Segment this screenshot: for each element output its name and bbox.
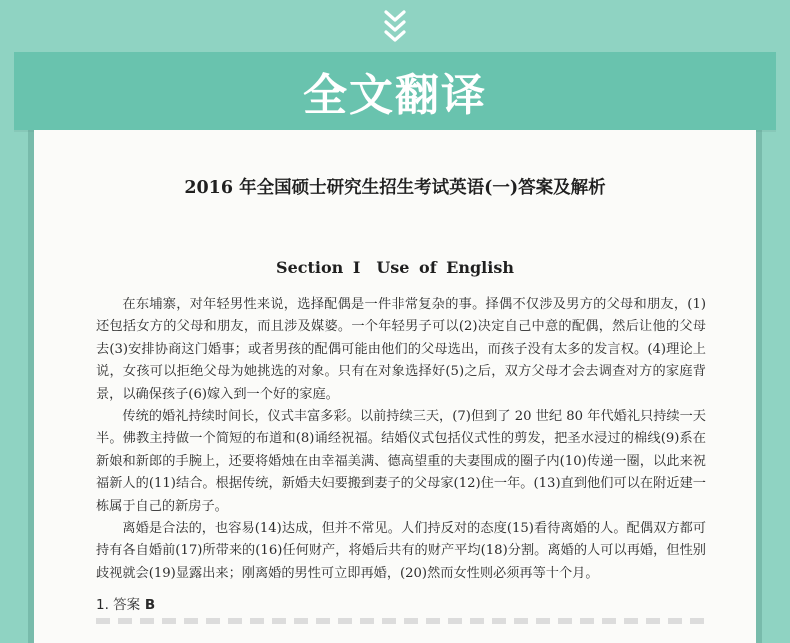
document-page <box>34 130 756 643</box>
section-title: Section I Use of English <box>276 258 514 277</box>
answer-line <box>96 593 155 613</box>
banner-title: 全文翻译 <box>303 70 487 121</box>
paragraph-2: 传统的婚礼持续时间长，仪式丰富多彩。以前持续三天，(7)但到了 20 世纪 80 年代婚礼只持续一天半。佛教主持做一个简短的布道和(8)诵经祝福。结婚仪式包括仪式性的剪发，把圣水浸过的棉线(9)系在新娘和新郎的手腕上，还要将婚烛在由幸福美满、德高望重的夫妻围成的圈子内(10)传递一圈，以此来祝福新人的(11)结合。根据传统，新婚夫妇要搬到妻子的父母家(12)住一年。(13)直到他们可以在附近建一栋属于自己的新房子。 <box>96 409 706 514</box>
translation-body <box>96 294 706 585</box>
scroll-down-chevrons <box>0 8 790 44</box>
answer-label: 1. 答案 <box>96 597 141 613</box>
answer-value: B <box>144 597 156 613</box>
paragraph-1: 在东埔寨，对年轻男性来说，选择配偶是一件非常复杂的事。择偶不仅涉及男方的父母和朋友，(1)还包括女方的父母和朋友，而且涉及媒婆。一个年轻男子可以(2)决定自己中意的配偶，然后让他的父母去(3)安排协商这门婚事；或者男孩的配偶可能由他们的父母选出，而孩子没有太多的发言权。(4)理论上说，女孩可以拒绝父母为她挑选的对象。只有在对象选择好(5)之后，双方父母才会去调查对方的家庭背景，以确保孩子(6)嫁入到一个好的家庭。 <box>96 297 706 402</box>
title-banner <box>14 52 776 130</box>
truncated-text-line <box>96 618 706 624</box>
double-chevron-down-icon <box>381 8 409 44</box>
paragraph-3: 离婚是合法的，也容易(14)达成，但并不常见。人们持反对的态度(15)看待离婚的人。配偶双方都可持有各自婚前(17)所带来的(16)任何财产，将婚后共有的财产平均(18)分割。离婚的人可以再婚，但性别歧视就会(19)显露出来；刚离婚的男性可立即再婚，(20)然而女性则必须再等十个月。 <box>96 521 706 581</box>
document-title: 2016 年全国硕士研究生招生考试英语(一)答案及解析 <box>184 178 606 198</box>
